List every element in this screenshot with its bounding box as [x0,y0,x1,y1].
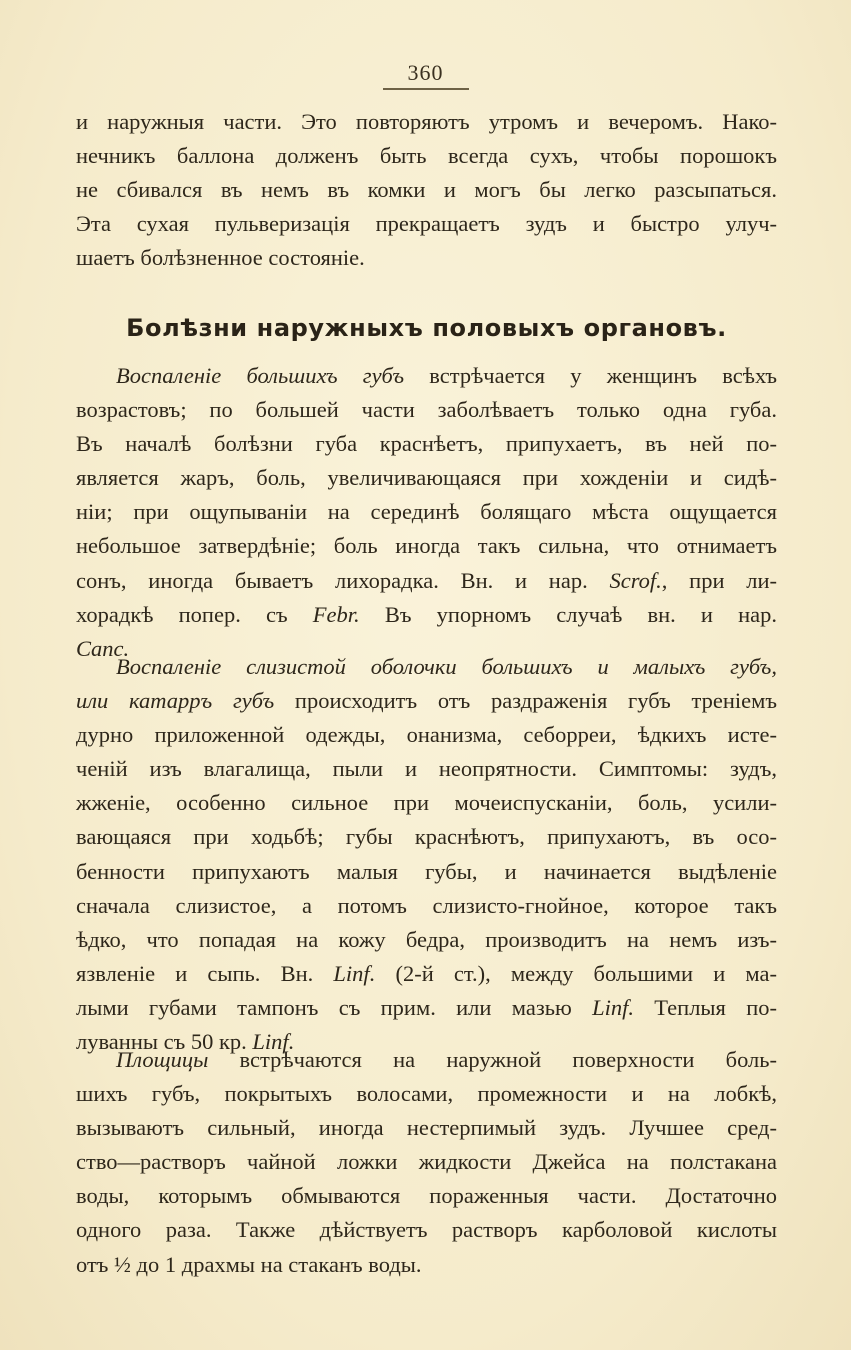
text-line: ѣдко, что попадая на кожу бедра, производитъ на немъ изъ- [76,926,777,952]
text-line: вызываютъ сильный, иногда нестерпимый зудъ. Лучшее сред- [76,1115,777,1141]
section-heading: Болѣзни наружныхъ половыхъ органовъ. [126,314,727,342]
italic-term: или катарръ губъ [76,688,275,714]
text-line: сонъ, иногда бываетъ лихорадка. Вн. и нар. Scrof., при ли- [76,567,777,593]
paragraph-labia-catarrh [76,650,777,1059]
italic-term: Площицы [116,1047,209,1072]
text-line: вающаяся при ходьбѣ; губы краснѣютъ, припухаютъ, въ осо- [76,824,777,850]
text-line [76,650,777,684]
text-line: Въ началѣ болѣзни губа краснѣетъ, припухаетъ, въ ней по- [76,431,777,457]
text-line: Эта сухая пульверизація прекращаетъ зудъ и быстро улуч- [76,211,777,237]
remedy-abbr: Canc. [76,635,130,661]
remedy-abbr: Linf. [592,994,634,1020]
text-line: одного раза. Также дѣйствуетъ растворъ карболовой кислоты [76,1217,777,1243]
remedy-abbr: Linf. [252,1029,295,1055]
remedy-abbr: Febr. [312,601,360,627]
text-line: язвленіе и сыпь. Вн. Linf. (2-й ст.), между большими и ма- [76,960,777,986]
remedy-abbr: Linf. [333,960,376,986]
paragraph-pubic-lice [76,1043,777,1282]
text-line: является жаръ, боль, увеличивающаяся при хожденіи и сидѣ- [76,465,777,491]
text-line: Воспаленіе большихъ губъ встрѣчается у женщинъ всѣхъ [116,363,777,388]
text-line: или катарръ губъ происходитъ отъ раздраженія губъ треніемъ [76,688,777,714]
text-line: шихъ губъ, покрытыхъ волосами, промежности и на лобкѣ, [76,1081,777,1107]
intro-paragraph [76,105,777,275]
text-line: и наружныя части. Это повторяютъ утромъ и вечеромъ. Нако- [76,109,777,134]
text-line: шаетъ болѣзненное состояніе. [76,245,365,271]
italic-term: Воспаленіе слизистой оболочки большихъ и малыхъ губъ, [116,654,777,679]
text-line: хорадкѣ попер. съ Febr. Въ упорномъ случаѣ вн. и нар. [76,601,778,627]
text-line: ченій изъ влагалища, пыли и неопрятности. Симптомы: зудъ, [76,756,777,782]
page-number-rule [383,88,469,90]
text-line: дурно приложенной одежды, онанизма, себорреи, ѣдкихъ исте- [76,722,777,748]
text-line: нечникъ баллона долженъ быть всегда сухъ, чтобы порошокъ [76,143,777,169]
text-line: жженіе, особенно сильное при мочеиспусканіи, боль, усили- [76,790,777,816]
text-line: Площицы встрѣчаются на наружной поверхности боль- [116,1047,777,1072]
text-line: ство—растворъ чайной ложки жидкости Джейса на полстакана [76,1149,777,1175]
text-line: не сбивался въ немъ въ комки и могъ бы легко разсыпаться. [76,177,777,203]
text-line: ніи; при ощупываніи на серединѣ болящаго мѣста ощущается [76,499,777,525]
paragraph-labia-inflammation [76,359,777,666]
text-line: возрастовъ; по большей части заболѣваетъ только одна губа. [76,397,777,423]
text-line: сначала слизистое, а потомъ слизисто-гнойное, которое такъ [76,892,777,918]
text-line: луванны съ 50 кр. Linf. [76,1029,295,1055]
text-line: отъ ½ до 1 драхмы на стаканъ воды. [76,1251,422,1277]
remedy-abbr: Scrof. [609,567,662,593]
text-line: бенности припухаютъ малыя губы, и начинается выдѣленіе [76,858,777,884]
italic-term: Воспаленіе большихъ губъ [116,363,404,388]
text-line: небольшое затвердѣніе; боль иногда такъ сильна, что отнимаетъ [76,533,777,559]
text-line: воды, которымъ обмываются пораженныя части. Достаточно [76,1183,777,1209]
text-line: лыми губами тампонъ съ прим. или мазью Linf. Теплыя по- [76,994,777,1020]
page-number: 360 [407,60,444,85]
